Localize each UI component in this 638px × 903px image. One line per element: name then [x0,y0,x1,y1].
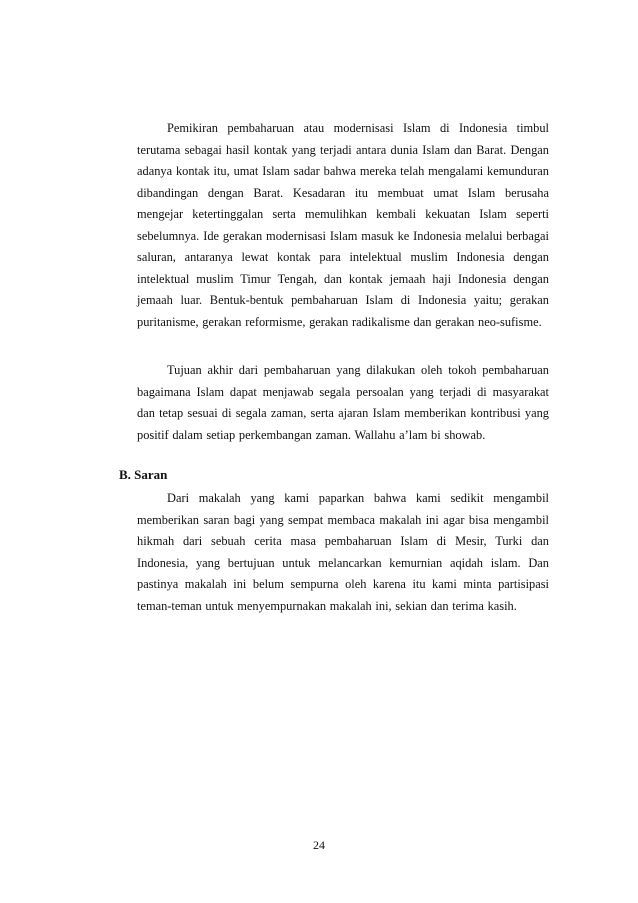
paragraph-tujuan-pembaharuan: Tujuan akhir dari pembaharuan yang dilakukan oleh tokoh pembaharuan bagaimana Islam dapat menjawab segala persoalan yang terjadi di masyarakat dan tetap sesuai di segala zaman, serta ajaran Islam memberikan kontribusi yang positif dalam setiap perkembangan zaman. Wallahu a’lam bi showab. [137,363,549,442]
section-heading-saran: B. Saran [119,467,168,482]
paragraph-saran: Dari makalah yang kami paparkan bahwa kami sedikit mengambil memberikan saran bagi yang sempat membaca makalah ini agar bisa mengambil hikmah dari sebuah cerita masa pembaharuan Islam di Mesir, Turki dan Indonesia, yang bertujuan untuk melancarkan kemurnian aqidah islam. Dan pastinya makalah ini belum sempurna oleh karena itu kami minta partisipasi teman-teman untuk menyempurnakan makalah ini, sekian dan terima kasih. [137,491,549,613]
paragraph-modernisasi-islam: Pemikiran pembaharuan atau modernisasi Islam di Indonesia timbul terutama sebagai hasil kontak yang terjadi antara dunia Islam dan Barat. Dengan adanya kontak itu, umat Islam sadar bahwa mereka telah mengalami kemunduran dibandingan dengan Barat. Kesadaran itu membuat umat Islam berusaha mengejar ketertinggalan serta memulihkan kembali kekuatan Islam seperti sebelumnya. Ide gerakan modernisasi Islam masuk ke Indonesia melalui berbagai saluran, antaranya lewat kontak para intelektual muslim Indonesia dengan intelektual muslim Timur Tengah, dan kontak jemaah haji Indonesia dengan jemaah luar. Bentuk-bentuk pembaharuan Islam di Indonesia yaitu; gerakan puritanisme, gerakan reformisme, gerakan radikalisme dan gerakan neo-sufisme. [137,121,549,329]
page-number: 24 [313,838,325,852]
